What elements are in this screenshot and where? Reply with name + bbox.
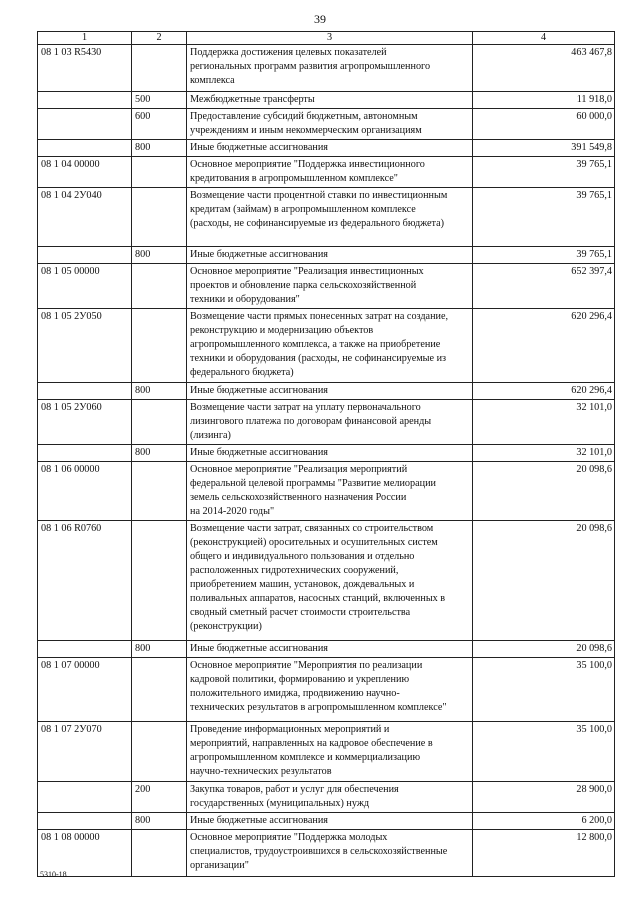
cell-name: Основное мероприятие "Мероприятия по реализации кадровой политики, формированию и укреплению положительного имиджа, продвижению научно- технических результатов в агропромышленном комплексе" xyxy=(187,658,473,722)
cell-expense-type xyxy=(132,157,187,188)
cell-name: Основное мероприятие "Реализация мероприятий федеральной целевой программы "Развитие мелиорации земель сельскохозяйственного назначения России на 2014-2020 годы" xyxy=(187,462,473,521)
cell-amount: 12 800,0 xyxy=(473,830,615,877)
cell-name: Основное мероприятие "Реализация инвестиционных проектов и обновление парка сельскохозяйственной техники и оборудования" xyxy=(187,264,473,309)
cell-amount: 463 467,8 xyxy=(473,45,615,92)
cell-name: Иные бюджетные ассигнования xyxy=(187,445,473,462)
cell-code: 08 1 04 2У040 xyxy=(38,188,132,247)
cell-name: Иные бюджетные ассигнования xyxy=(187,247,473,264)
table-row xyxy=(38,445,615,462)
table-row xyxy=(38,45,615,92)
column-header-4: 4 xyxy=(473,32,615,45)
budget-table xyxy=(37,31,615,877)
cell-expense-type xyxy=(132,830,187,877)
cell-name: Проведение информационных мероприятий и мероприятий, направленных на кадровое обеспечение в агропромышленном комплексе и коммерциализацию научно-технических результатов xyxy=(187,722,473,782)
cell-code xyxy=(38,109,132,140)
table-row xyxy=(38,109,615,140)
cell-code: 08 1 05 2У050 xyxy=(38,309,132,383)
cell-name: Предоставление субсидий бюджетным, автономным учреждениям и иным некоммерческим организациям xyxy=(187,109,473,140)
table-row xyxy=(38,247,615,264)
cell-amount: 620 296,4 xyxy=(473,383,615,400)
cell-name: Основное мероприятие "Поддержка инвестиционного кредитования в агропромышленном комплексе" xyxy=(187,157,473,188)
cell-code xyxy=(38,782,132,813)
document-code: 5310-18 xyxy=(40,870,67,879)
cell-amount: 32 101,0 xyxy=(473,445,615,462)
cell-amount: 11 918,0 xyxy=(473,92,615,109)
cell-expense-type: 200 xyxy=(132,782,187,813)
cell-name: Возмещение части прямых понесенных затрат на создание, реконструкцию и модернизацию объектов агропромышленного комплекса, а также на приобретение техники и оборудования (расходы, не софинансируемые из федерального бюджета) xyxy=(187,309,473,383)
cell-amount: 28 900,0 xyxy=(473,782,615,813)
cell-amount: 39 765,1 xyxy=(473,188,615,247)
column-header-1: 1 xyxy=(38,32,132,45)
cell-expense-type xyxy=(132,462,187,521)
cell-expense-type: 600 xyxy=(132,109,187,140)
table-row xyxy=(38,462,615,521)
cell-expense-type: 800 xyxy=(132,383,187,400)
cell-expense-type xyxy=(132,658,187,722)
cell-expense-type: 800 xyxy=(132,247,187,264)
cell-code xyxy=(38,445,132,462)
cell-name: Межбюджетные трансферты xyxy=(187,92,473,109)
cell-expense-type: 800 xyxy=(132,813,187,830)
cell-code xyxy=(38,247,132,264)
cell-code: 08 1 04 00000 xyxy=(38,157,132,188)
cell-amount: 60 000,0 xyxy=(473,109,615,140)
cell-code: 08 1 06 R0760 xyxy=(38,521,132,641)
table-row xyxy=(38,92,615,109)
cell-expense-type xyxy=(132,722,187,782)
cell-name: Основное мероприятие "Поддержка молодых специалистов, трудоустроившихся в сельскохозяйственные организации" xyxy=(187,830,473,877)
table-row xyxy=(38,309,615,383)
table-row xyxy=(38,782,615,813)
cell-name: Возмещение части затрат, связанных со строительством (реконструкцией) оросительных и осушительных систем общего и индивидуального пользования и отдельно расположенных гидротехнических сооружений, приобретением машин, установок, дождевальных и поливальных аппаратов, насосных станций, включенных в сводный сметный расчет стоимости строительства (реконструкции) xyxy=(187,521,473,641)
table-row xyxy=(38,658,615,722)
cell-expense-type xyxy=(132,400,187,445)
cell-expense-type: 500 xyxy=(132,92,187,109)
cell-expense-type: 800 xyxy=(132,445,187,462)
cell-code xyxy=(38,383,132,400)
table-row xyxy=(38,383,615,400)
page-number: 39 xyxy=(314,12,326,26)
cell-code: 08 1 07 2У070 xyxy=(38,722,132,782)
cell-code: 08 1 07 00000 xyxy=(38,658,132,722)
cell-code: 08 1 05 2У060 xyxy=(38,400,132,445)
cell-amount: 32 101,0 xyxy=(473,400,615,445)
cell-name: Поддержка достижения целевых показателей региональных программ развития агропромышленного комплекса xyxy=(187,45,473,92)
cell-code: 08 1 08 00000 xyxy=(38,830,132,877)
column-header-3: 3 xyxy=(187,32,473,45)
table-row xyxy=(38,400,615,445)
table-row xyxy=(38,264,615,309)
cell-name: Иные бюджетные ассигнования xyxy=(187,140,473,157)
cell-amount: 39 765,1 xyxy=(473,247,615,264)
cell-code xyxy=(38,140,132,157)
cell-name: Возмещение части затрат на уплату первоначального лизингового платежа по договорам финансовой аренды (лизинга) xyxy=(187,400,473,445)
cell-code: 08 1 06 00000 xyxy=(38,462,132,521)
cell-amount: 39 765,1 xyxy=(473,157,615,188)
cell-amount: 6 200,0 xyxy=(473,813,615,830)
cell-amount: 620 296,4 xyxy=(473,309,615,383)
table-row xyxy=(38,521,615,641)
table-row xyxy=(38,830,615,877)
table-row xyxy=(38,722,615,782)
cell-expense-type: 800 xyxy=(132,641,187,658)
cell-amount: 35 100,0 xyxy=(473,722,615,782)
header-row xyxy=(38,32,615,45)
column-header-2: 2 xyxy=(132,32,187,45)
cell-name: Закупка товаров, работ и услуг для обеспечения государственных (муниципальных) нужд xyxy=(187,782,473,813)
cell-expense-type xyxy=(132,188,187,247)
table-row xyxy=(38,140,615,157)
table-row xyxy=(38,813,615,830)
cell-amount: 20 098,6 xyxy=(473,641,615,658)
cell-amount: 20 098,6 xyxy=(473,462,615,521)
cell-code: 08 1 05 00000 xyxy=(38,264,132,309)
cell-expense-type xyxy=(132,309,187,383)
cell-amount: 35 100,0 xyxy=(473,658,615,722)
cell-name: Иные бюджетные ассигнования xyxy=(187,813,473,830)
table-row xyxy=(38,188,615,247)
cell-code xyxy=(38,92,132,109)
cell-expense-type xyxy=(132,264,187,309)
cell-expense-type xyxy=(132,45,187,92)
cell-amount: 391 549,8 xyxy=(473,140,615,157)
cell-code: 08 1 03 R5430 xyxy=(38,45,132,92)
table-row xyxy=(38,641,615,658)
cell-expense-type xyxy=(132,521,187,641)
cell-code xyxy=(38,641,132,658)
cell-name: Иные бюджетные ассигнования xyxy=(187,383,473,400)
cell-code xyxy=(38,813,132,830)
cell-expense-type: 800 xyxy=(132,140,187,157)
cell-name: Возмещение части процентной ставки по инвестиционным кредитам (займам) в агропромышленном комплексе (расходы, не софинансируемые из федерального бюджета) xyxy=(187,188,473,247)
cell-amount: 652 397,4 xyxy=(473,264,615,309)
table-row xyxy=(38,157,615,188)
cell-amount: 20 098,6 xyxy=(473,521,615,641)
cell-name: Иные бюджетные ассигнования xyxy=(187,641,473,658)
